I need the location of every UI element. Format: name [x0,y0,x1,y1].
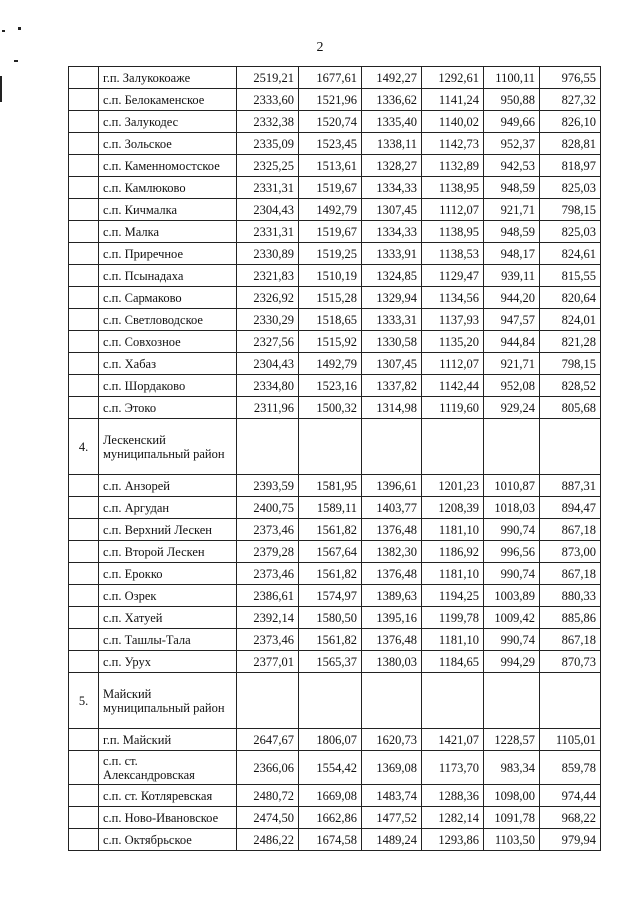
value-cell: 990,74 [484,519,540,541]
value-cell: 1483,74 [362,785,422,807]
row-index [69,629,99,651]
settlement-name: с.п. Камлюково [99,177,237,199]
value-cell [237,419,299,475]
value-cell: 1010,87 [484,475,540,497]
value-cell: 1173,70 [422,751,484,785]
value-cell [484,419,540,475]
table-row [69,807,601,829]
value-cell: 974,44 [540,785,601,807]
value-cell: 1142,44 [422,375,484,397]
table-row [69,221,601,243]
table-row [69,287,601,309]
value-cell: 1334,33 [362,221,422,243]
settlement-name: с.п. Совхозное [99,331,237,353]
value-cell: 2325,25 [237,155,299,177]
settlement-name: с.п. Псынадаха [99,265,237,287]
value-cell: 1561,82 [299,519,362,541]
value-cell: 1338,11 [362,133,422,155]
value-cell: 1138,53 [422,243,484,265]
settlement-name: с.п. Светловодское [99,309,237,331]
settlement-name: с.п. Анзорей [99,475,237,497]
value-cell: 2377,01 [237,651,299,673]
value-cell: 952,37 [484,133,540,155]
row-index [69,265,99,287]
value-cell: 1018,03 [484,497,540,519]
table-row [69,651,601,673]
settlement-name: с.п. ст. Александровская [99,751,237,785]
value-cell: 1580,50 [299,607,362,629]
value-cell: 870,73 [540,651,601,673]
row-index [69,353,99,375]
value-cell: 2304,43 [237,199,299,221]
table-row [69,519,601,541]
value-cell: 1282,14 [422,807,484,829]
value-cell: 1134,56 [422,287,484,309]
row-index [69,829,99,851]
value-cell: 948,17 [484,243,540,265]
table-row [69,751,601,785]
value-cell: 939,11 [484,265,540,287]
row-index [69,397,99,419]
value-cell: 1337,82 [362,375,422,397]
scan-speck [14,60,18,62]
settlement-name: с.п. Белокаменское [99,89,237,111]
value-cell: 1561,82 [299,563,362,585]
value-cell: 825,03 [540,221,601,243]
value-cell: 1199,78 [422,607,484,629]
value-cell: 1403,77 [362,497,422,519]
value-cell: 2486,22 [237,829,299,851]
value-cell: 1421,07 [422,729,484,751]
value-cell: 994,29 [484,651,540,673]
value-cell: 828,52 [540,375,601,397]
value-cell: 827,32 [540,89,601,111]
value-cell: 1492,27 [362,67,422,89]
value-cell: 894,47 [540,497,601,519]
value-cell: 1181,10 [422,563,484,585]
value-cell: 990,74 [484,629,540,651]
value-cell: 1519,67 [299,177,362,199]
value-cell: 1492,79 [299,353,362,375]
value-cell: 1523,45 [299,133,362,155]
value-cell: 949,66 [484,111,540,133]
value-cell: 1333,31 [362,309,422,331]
value-cell: 1620,73 [362,729,422,751]
table-row [69,133,601,155]
value-cell: 976,55 [540,67,601,89]
value-cell: 2331,31 [237,177,299,199]
value-cell [484,673,540,729]
settlement-name: Лескенский муниципальный район [99,419,237,475]
value-cell: 1098,00 [484,785,540,807]
value-cell: 818,97 [540,155,601,177]
value-cell: 1324,85 [362,265,422,287]
value-cell: 1489,24 [362,829,422,851]
table-row [69,629,601,651]
value-cell: 867,18 [540,519,601,541]
value-cell: 1208,39 [422,497,484,519]
value-cell: 2326,92 [237,287,299,309]
value-cell: 1382,30 [362,541,422,563]
value-cell: 1521,96 [299,89,362,111]
value-cell: 1376,48 [362,519,422,541]
page-number: 2 [316,40,324,55]
value-cell: 1307,45 [362,199,422,221]
value-cell: 1091,78 [484,807,540,829]
value-cell: 2373,46 [237,519,299,541]
value-cell: 1520,74 [299,111,362,133]
scan-edge-mark [0,76,2,102]
settlement-name: г.п. Майский [99,729,237,751]
settlement-name: с.п. Зольское [99,133,237,155]
value-cell [299,673,362,729]
value-cell: 873,00 [540,541,601,563]
table-row [69,309,601,331]
value-cell: 2304,43 [237,353,299,375]
value-cell [362,673,422,729]
value-cell: 1492,79 [299,199,362,221]
value-cell: 1181,10 [422,519,484,541]
value-cell: 1003,89 [484,585,540,607]
table-row [69,475,601,497]
table-row [69,585,601,607]
value-cell: 1335,40 [362,111,422,133]
table-row [69,353,601,375]
value-cell: 979,94 [540,829,601,851]
value-cell: 2480,72 [237,785,299,807]
value-cell: 996,56 [484,541,540,563]
value-cell: 1336,62 [362,89,422,111]
value-cell: 1396,61 [362,475,422,497]
value-cell: 990,74 [484,563,540,585]
value-cell: 1389,63 [362,585,422,607]
value-cell: 1589,11 [299,497,362,519]
table-row [69,541,601,563]
table-row [69,177,601,199]
value-cell [237,673,299,729]
scan-speck [2,30,5,32]
value-cell: 824,61 [540,243,601,265]
value-cell: 2335,09 [237,133,299,155]
table-row [69,419,601,475]
value-cell [540,419,601,475]
value-cell: 2474,50 [237,807,299,829]
row-index [69,607,99,629]
table-row [69,785,601,807]
value-cell: 2373,46 [237,563,299,585]
row-index [69,785,99,807]
value-cell: 821,28 [540,331,601,353]
row-index [69,751,99,785]
value-cell: 1138,95 [422,177,484,199]
value-cell: 885,86 [540,607,601,629]
row-index [69,243,99,265]
value-cell: 825,03 [540,177,601,199]
table-row [69,563,601,585]
value-cell: 1292,61 [422,67,484,89]
value-cell: 1330,58 [362,331,422,353]
value-cell: 1105,01 [540,729,601,751]
value-cell: 2379,28 [237,541,299,563]
tariff-table [68,66,601,851]
value-cell: 2311,96 [237,397,299,419]
table-row [69,729,601,751]
value-cell: 2519,21 [237,67,299,89]
value-cell: 983,34 [484,751,540,785]
table-row [69,111,601,133]
settlement-name: с.п. Ташлы-Тала [99,629,237,651]
value-cell: 826,10 [540,111,601,133]
value-cell: 1500,32 [299,397,362,419]
row-index [69,475,99,497]
scan-speck [18,27,21,30]
value-cell: 1142,73 [422,133,484,155]
value-cell: 1141,24 [422,89,484,111]
settlement-name: с.п. Хатуей [99,607,237,629]
table-row [69,67,601,89]
settlement-name: с.п. Ерокко [99,563,237,585]
settlement-name: с.п. Этоко [99,397,237,419]
row-index [69,199,99,221]
value-cell: 2392,14 [237,607,299,629]
settlement-name: с.п. Урух [99,651,237,673]
value-cell: 921,71 [484,353,540,375]
table-row [69,89,601,111]
value-cell: 1228,57 [484,729,540,751]
value-cell: 1561,82 [299,629,362,651]
row-index [69,519,99,541]
value-cell: 2366,06 [237,751,299,785]
value-cell: 1519,25 [299,243,362,265]
value-cell: 968,22 [540,807,601,829]
settlement-name: Майский муниципальный район [99,673,237,729]
value-cell: 867,18 [540,563,601,585]
row-index [69,287,99,309]
value-cell: 824,01 [540,309,601,331]
settlement-name: с.п. Шордаково [99,375,237,397]
value-cell: 1515,92 [299,331,362,353]
value-cell: 1103,50 [484,829,540,851]
settlement-name: с.п. Каменномостское [99,155,237,177]
value-cell: 880,33 [540,585,601,607]
table-row [69,265,601,287]
value-cell [540,673,601,729]
value-cell [422,419,484,475]
value-cell: 828,81 [540,133,601,155]
table-row [69,155,601,177]
row-index [69,133,99,155]
row-index [69,541,99,563]
value-cell: 2386,61 [237,585,299,607]
value-cell: 1395,16 [362,607,422,629]
row-index [69,651,99,673]
value-cell: 921,71 [484,199,540,221]
value-cell: 1307,45 [362,353,422,375]
value-cell: 1334,33 [362,177,422,199]
table-row [69,673,601,729]
settlement-name: с.п. Хабаз [99,353,237,375]
value-cell: 1376,48 [362,629,422,651]
row-index [69,375,99,397]
value-cell: 1369,08 [362,751,422,785]
value-cell: 952,08 [484,375,540,397]
value-cell: 798,15 [540,353,601,375]
value-cell: 1135,20 [422,331,484,353]
value-cell: 1181,10 [422,629,484,651]
table-row [69,829,601,851]
value-cell: 1194,25 [422,585,484,607]
settlement-name: с.п. Аргудан [99,497,237,519]
settlement-name: с.п. Сармаково [99,287,237,309]
row-index [69,221,99,243]
row-index: 4. [69,419,99,475]
settlement-name: с.п. Второй Лескен [99,541,237,563]
value-cell: 1477,52 [362,807,422,829]
value-cell: 2327,56 [237,331,299,353]
table-row [69,497,601,519]
row-index [69,807,99,829]
value-cell [362,419,422,475]
settlement-name: с.п. Ново-Ивановское [99,807,237,829]
value-cell: 2400,75 [237,497,299,519]
table-row [69,243,601,265]
value-cell: 1201,23 [422,475,484,497]
value-cell: 1581,95 [299,475,362,497]
value-cell: 929,24 [484,397,540,419]
value-cell: 1140,02 [422,111,484,133]
table-body [69,67,601,851]
value-cell [299,419,362,475]
value-cell: 1565,37 [299,651,362,673]
value-cell: 1288,36 [422,785,484,807]
value-cell: 1510,19 [299,265,362,287]
row-index [69,111,99,133]
value-cell: 805,68 [540,397,601,419]
value-cell: 1523,16 [299,375,362,397]
row-index [69,331,99,353]
value-cell: 1132,89 [422,155,484,177]
table-row [69,397,601,419]
row-index [69,67,99,89]
value-cell: 1380,03 [362,651,422,673]
value-cell: 1669,08 [299,785,362,807]
row-index [69,155,99,177]
value-cell: 1119,60 [422,397,484,419]
value-cell: 1515,28 [299,287,362,309]
row-index [69,729,99,751]
value-cell: 1554,42 [299,751,362,785]
value-cell: 948,59 [484,177,540,199]
value-cell: 950,88 [484,89,540,111]
value-cell: 2393,59 [237,475,299,497]
value-cell: 1112,07 [422,353,484,375]
value-cell: 2373,46 [237,629,299,651]
value-cell: 2330,89 [237,243,299,265]
settlement-name: с.п. Озрек [99,585,237,607]
value-cell: 1806,07 [299,729,362,751]
value-cell: 867,18 [540,629,601,651]
settlement-name: г.п. Залукокоаже [99,67,237,89]
value-cell: 1328,27 [362,155,422,177]
value-cell: 1293,86 [422,829,484,851]
value-cell: 1184,65 [422,651,484,673]
settlement-name: с.п. ст. Котляревская [99,785,237,807]
row-index [69,497,99,519]
value-cell: 948,59 [484,221,540,243]
value-cell: 1674,58 [299,829,362,851]
value-cell: 2330,29 [237,309,299,331]
value-cell: 820,64 [540,287,601,309]
value-cell: 2647,67 [237,729,299,751]
value-cell: 2321,83 [237,265,299,287]
value-cell: 1186,92 [422,541,484,563]
value-cell: 1137,93 [422,309,484,331]
settlement-name: с.п. Приречное [99,243,237,265]
table-row [69,607,601,629]
value-cell: 1009,42 [484,607,540,629]
value-cell: 1112,07 [422,199,484,221]
value-cell: 1574,97 [299,585,362,607]
value-cell: 947,57 [484,309,540,331]
value-cell: 944,84 [484,331,540,353]
row-index [69,585,99,607]
row-index [69,177,99,199]
row-index [69,89,99,111]
value-cell: 859,78 [540,751,601,785]
value-cell: 1314,98 [362,397,422,419]
value-cell: 2332,38 [237,111,299,133]
settlement-name: с.п. Верхний Лескен [99,519,237,541]
value-cell: 1519,67 [299,221,362,243]
value-cell: 2334,80 [237,375,299,397]
value-cell: 2333,60 [237,89,299,111]
table-row [69,199,601,221]
value-cell: 1138,95 [422,221,484,243]
settlement-name: с.п. Залукодес [99,111,237,133]
value-cell: 1333,91 [362,243,422,265]
value-cell: 1518,65 [299,309,362,331]
table-row [69,331,601,353]
value-cell: 815,55 [540,265,601,287]
value-cell: 942,53 [484,155,540,177]
value-cell: 1662,86 [299,807,362,829]
value-cell: 1677,61 [299,67,362,89]
value-cell: 798,15 [540,199,601,221]
value-cell: 2331,31 [237,221,299,243]
value-cell: 1129,47 [422,265,484,287]
value-cell: 1567,64 [299,541,362,563]
row-index: 5. [69,673,99,729]
value-cell: 944,20 [484,287,540,309]
settlement-name: с.п. Октябрьское [99,829,237,851]
value-cell: 1513,61 [299,155,362,177]
settlement-name: с.п. Малка [99,221,237,243]
value-cell [422,673,484,729]
row-index [69,309,99,331]
value-cell: 1329,94 [362,287,422,309]
row-index [69,563,99,585]
value-cell: 1100,11 [484,67,540,89]
settlement-name: с.п. Кичмалка [99,199,237,221]
value-cell: 1376,48 [362,563,422,585]
table-row [69,375,601,397]
value-cell: 887,31 [540,475,601,497]
